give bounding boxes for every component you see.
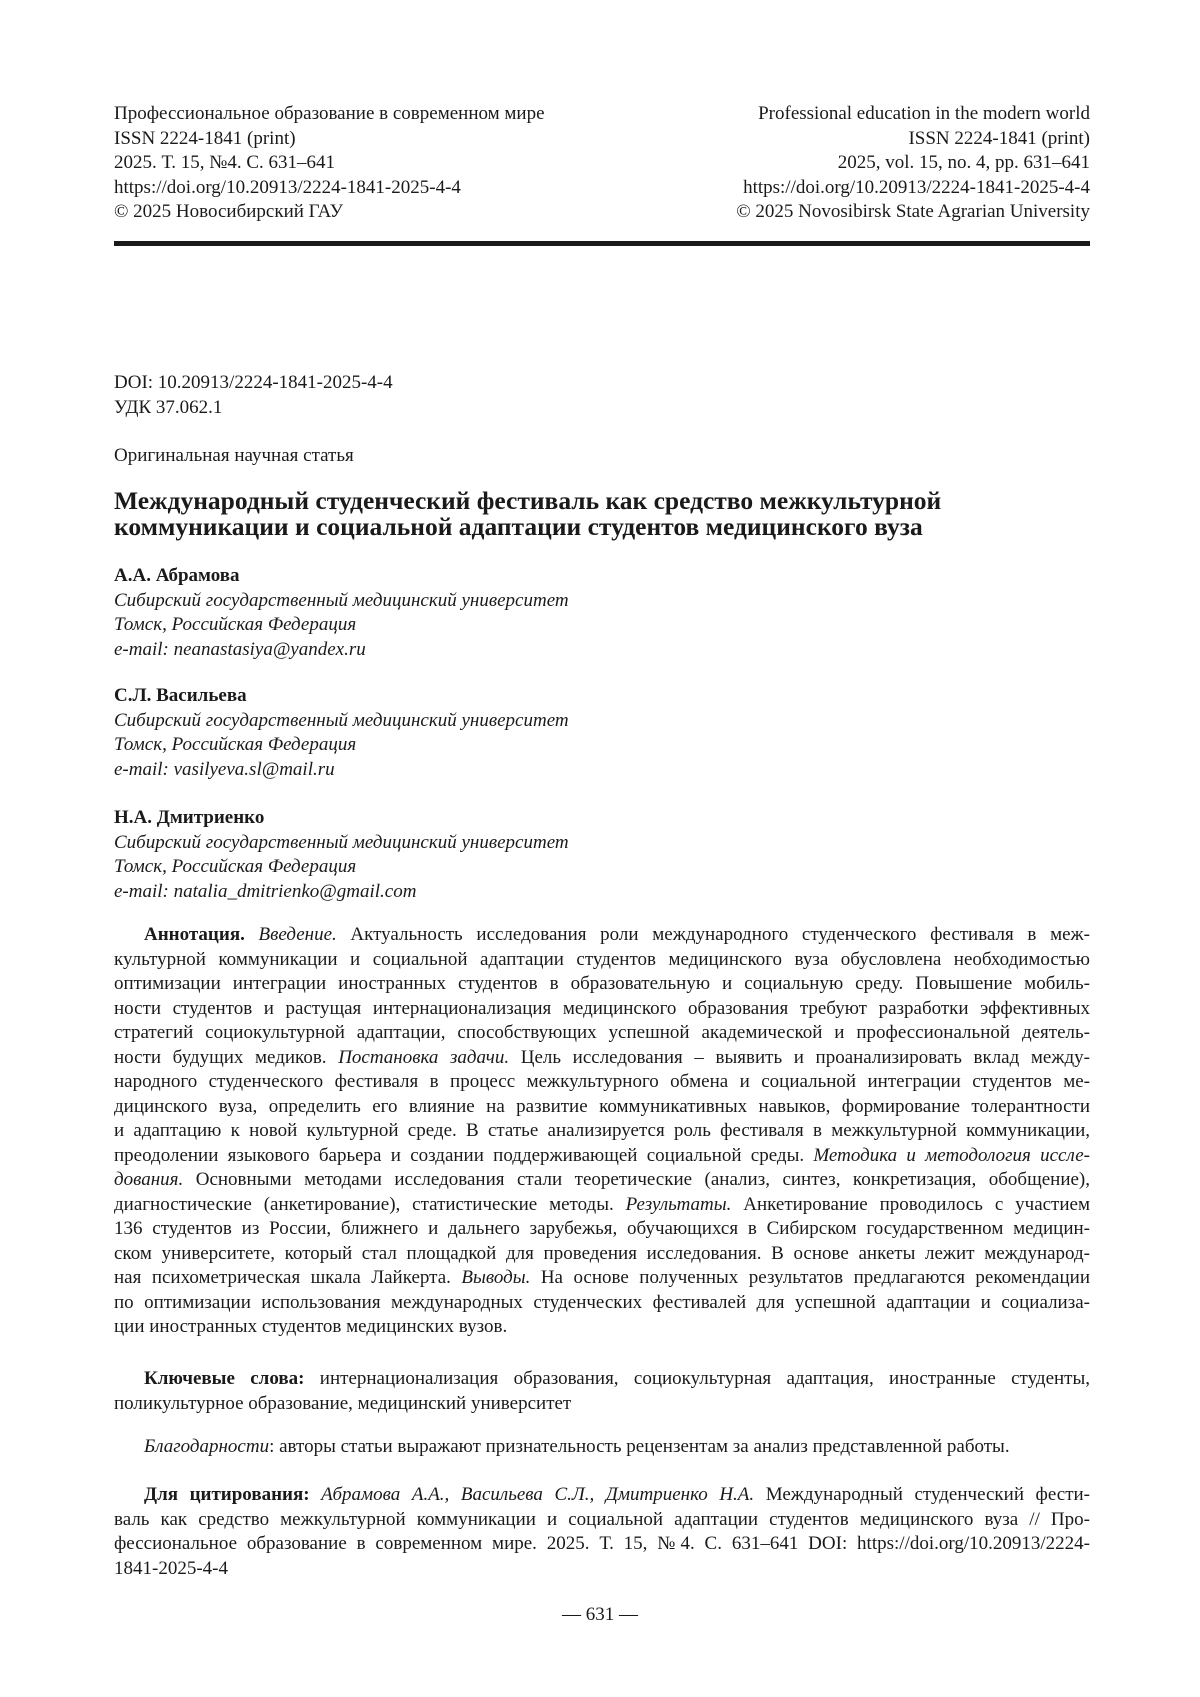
title-line: Международный студенческий фестиваль как средство межкультурной <box>114 486 942 515</box>
author-email[interactable]: e-mail: neanastasiya@yandex.ru <box>114 638 366 660</box>
title-line: коммуникации и социальной адаптации студентов медицинского вуза <box>114 512 923 541</box>
author-affiliation: Сибирский государственный медицинский университет <box>114 589 569 611</box>
citation-line <box>114 1483 1090 1508</box>
keywords-line <box>114 1392 1090 1417</box>
doi-link-en[interactable]: https://doi.org/10.20913/2224-1841-2025-4-4 <box>743 176 1090 198</box>
abstract-line <box>114 1119 1090 1144</box>
text-run: диагностические (анкетирование), статистические методы. <box>114 1193 626 1215</box>
acknowledgments <box>114 1435 1090 1460</box>
keywords <box>114 1367 1090 1416</box>
abstract-line <box>114 997 1090 1022</box>
author-affiliation: Сибирский государственный медицинский университет <box>114 709 569 731</box>
text-run: 1841-2025-4-4 <box>114 1557 228 1579</box>
italic-text: Выводы. <box>461 1267 531 1288</box>
doi: DOI: 10.20913/2224-1841-2025-4-4 <box>114 372 393 393</box>
author-name: Н.А. Дмитриенко <box>114 807 265 828</box>
journal-name-en: Professional education in the modern world <box>758 103 1090 124</box>
italic-text: Введение. <box>258 924 337 945</box>
text-run: Анкетирование проводилось с участием <box>731 1193 1090 1215</box>
bold-label: Аннотация. <box>144 924 245 945</box>
author-email[interactable]: e-mail: natalia_dmitrienko@gmail.com <box>114 880 417 902</box>
text-run: 136 студентов из России, ближнего и дальнего зарубежья, обучающихся в Сибирском государственном медицин- <box>114 1218 1090 1239</box>
udk: УДК 37.062.1 <box>114 397 223 418</box>
text-run: фессиональное образование в современном мире. 2025. Т. 15, №4. С. 631–641 DOI: https://doi.org/10.20913/2224- <box>114 1533 1090 1554</box>
text-run: преодолении языкового барьера и создании поддерживающей социальной среды. <box>114 1144 814 1166</box>
text-run: и адаптацию к новой культурной среде. В статье анализируется роль фестиваля в межкультурной коммуникации, <box>114 1120 1090 1141</box>
citation-line <box>114 1557 1090 1582</box>
author-location: Томск, Российская Федерация <box>114 614 357 635</box>
journal-header-ru <box>114 102 545 225</box>
italic-text: дования. <box>114 1169 184 1190</box>
acknowledgments-line <box>114 1435 1090 1460</box>
text-run: Международный студенческий фести- <box>754 1484 1090 1505</box>
text-run: На основе полученных результатов предлагаются рекомендации <box>530 1267 1090 1288</box>
abstract-line <box>114 1242 1090 1267</box>
abstract-line <box>114 923 1090 948</box>
author-affiliation: Сибирский государственный медицинский университет <box>114 831 569 853</box>
author-email[interactable]: e-mail: vasilyeva.sl@mail.ru <box>114 758 335 780</box>
text-run: оптимизации интеграции иностранных студентов в образовательную и социальную среду. Повышение мобиль- <box>114 973 1090 994</box>
abstract-line <box>114 1315 1090 1340</box>
bold-label: Для цитирования: <box>144 1484 310 1505</box>
author-location: Томск, Российская Федерация <box>114 734 357 755</box>
author-block <box>114 564 569 662</box>
italic-text: Благодарности <box>144 1436 270 1457</box>
italic-text: Постановка задачи. <box>338 1046 510 1068</box>
issue-ru: 2025. Т. 15, №4. С. 631–641 <box>114 152 336 173</box>
text-run: по оптимизации использования международных студенческих фестивалей для успешной адаптации и социализа- <box>114 1291 1090 1313</box>
abstract-line <box>114 972 1090 997</box>
italic-text: Абрамова А.А., Васильева С.Л., Дмитриенко Н.А. <box>321 1484 755 1505</box>
doi-link-ru[interactable]: https://doi.org/10.20913/2224-1841-2025-4-4 <box>114 176 461 198</box>
issue-en: 2025, vol. 15, no. 4, pp. 631–641 <box>837 152 1090 173</box>
text-run: Основными методами исследования стали теоретические (анализ, синтез, конкретизация, обобщение), <box>183 1169 1090 1190</box>
abstract-line <box>114 948 1090 973</box>
abstract-line <box>114 1046 1090 1071</box>
abstract-line <box>114 1144 1090 1169</box>
text-run: : авторы статьи выражают признательность рецензентам за анализ представленной работы. <box>269 1436 1010 1457</box>
text-run: дицинского вуза, определить его влияние на развитие коммуникативных навыков, формирование толерантности <box>114 1095 1090 1117</box>
author-name: С.Л. Васильева <box>114 685 247 706</box>
bold-label: Ключевые слова: <box>144 1368 305 1389</box>
abstract-line <box>114 1070 1090 1095</box>
issn-ru: ISSN 2224-1841 (print) <box>114 127 296 149</box>
text-run: ная психометрическая шкала Лайкерта. <box>114 1267 462 1288</box>
text-run: Цель исследования – выявить и проанализировать вклад между- <box>509 1046 1090 1068</box>
author-block <box>114 684 569 782</box>
text-run: народного студенческого фестиваля в процесс межкультурного обмена и социальной интеграции студентов ме- <box>114 1071 1090 1092</box>
issn-en: ISSN 2224-1841 (print) <box>908 127 1090 149</box>
copyright-ru: © 2025 Новосибирский ГАУ <box>114 201 344 222</box>
text-run: ности будущих медиков. <box>114 1046 339 1068</box>
abstract-line <box>114 1021 1090 1046</box>
text-run: ции иностранных студентов медицинских вузов. <box>114 1316 508 1337</box>
citation-line <box>114 1508 1090 1533</box>
article-type: Оригинальная научная статья <box>114 445 354 466</box>
text-run: ском университете, который стал площадкой для проведения исследования. В основе анкеты лежит международ- <box>114 1242 1090 1264</box>
abstract-line <box>114 1168 1090 1193</box>
italic-text: Методика и методология иссле- <box>813 1144 1090 1166</box>
header-divider <box>114 241 1090 246</box>
citation <box>114 1483 1090 1581</box>
text-run <box>310 1484 322 1505</box>
text-run: интернационализация образования, социокультурная адаптация, иностранные студенты, <box>304 1368 1090 1389</box>
abstract-line <box>114 1217 1090 1242</box>
page-number: — 631 — <box>562 1604 638 1625</box>
abstract <box>114 923 1090 1340</box>
text-run: валь как средство межкультурной коммуникации и социальной адаптации студентов медицинского вуза // Про- <box>114 1508 1090 1530</box>
author-name: А.А. Абрамова <box>114 565 240 586</box>
journal-header-en <box>736 102 1090 225</box>
abstract-line <box>114 1193 1090 1218</box>
author-block <box>114 806 569 904</box>
text-run: Актуальность исследования роли международного студенческого фестиваля в меж- <box>336 924 1090 945</box>
abstract-line <box>114 1095 1090 1120</box>
journal-name-ru: Профессиональное образование в современном мире <box>114 103 545 124</box>
copyright-en: © 2025 Novosibirsk State Agrarian University <box>736 201 1090 222</box>
text-run: ности студентов и растущая интернационализация медицинского образования требуют разработки эффективных <box>114 997 1090 1019</box>
abstract-line <box>114 1291 1090 1316</box>
text-run: поликультурное образование, медицинский университет <box>114 1392 572 1414</box>
author-location: Томск, Российская Федерация <box>114 856 357 877</box>
abstract-line <box>114 1266 1090 1291</box>
text-run: стратегий социокультурной адаптации, способствующих успешной академической и профессиональной деятель- <box>114 1022 1090 1043</box>
text-run: культурной коммуникации и социальной адаптации студентов медицинского вуза обусловлена необходимостью <box>114 948 1090 970</box>
citation-line <box>114 1532 1090 1557</box>
article-title <box>114 488 941 540</box>
text-run <box>245 924 259 945</box>
italic-text: Результаты. <box>625 1193 732 1215</box>
keywords-line <box>114 1367 1090 1392</box>
